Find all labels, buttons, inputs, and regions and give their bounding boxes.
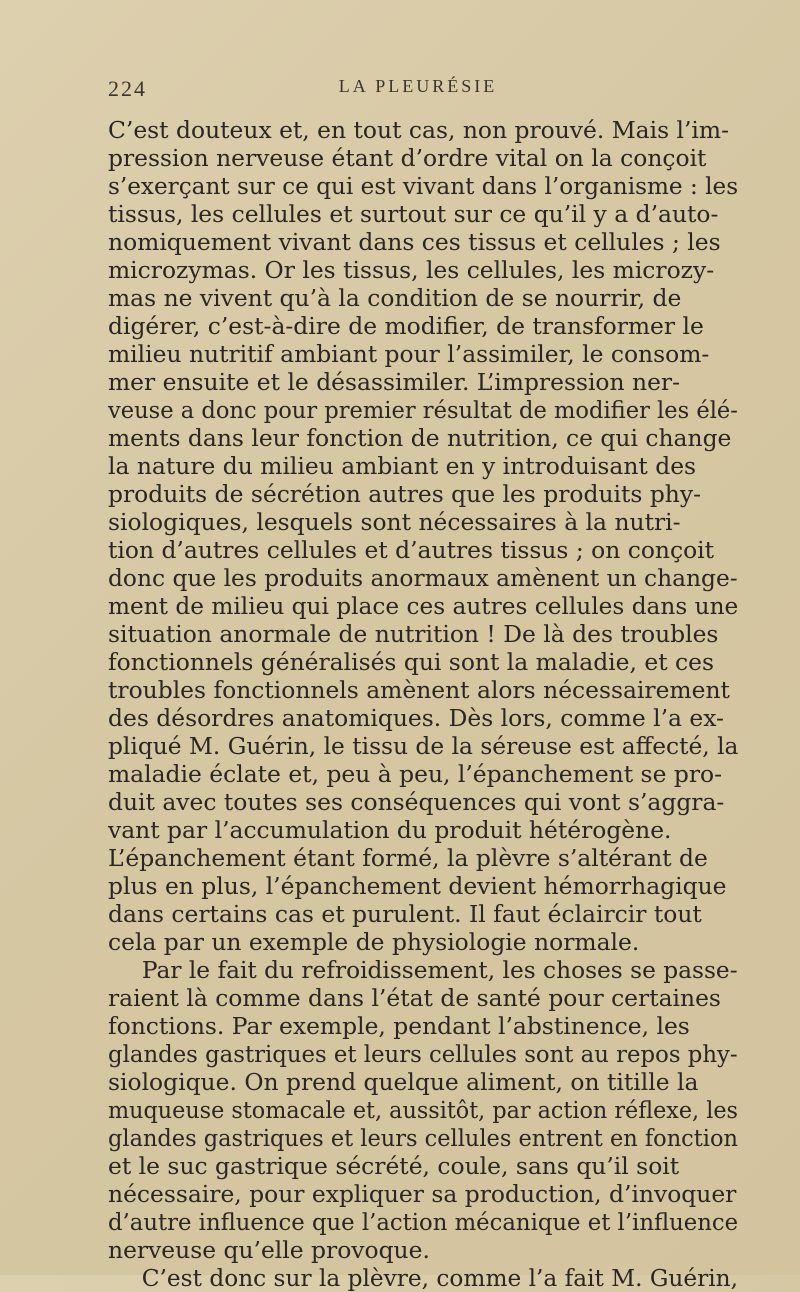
text-line: C’est donc sur la plèvre, comme l’a fait M. Guérin, — [141, 1264, 739, 1292]
text-line: ment de milieu qui place ces autres cellules dans une — [108, 592, 739, 620]
text-line: pression nerveuse étant d’ordre vital on la conçoit — [108, 144, 707, 172]
text-line: glandes gastriques et leurs cellules sont au repos phy- — [108, 1040, 738, 1068]
text-line: veuse a donc pour premier résultat de modifier les élé- — [108, 396, 738, 424]
text-line: siologiques, lesquels sont nécessaires à la nutri- — [108, 508, 681, 536]
text-line: microzymas. Or les tissus, les cellules, les microzy- — [108, 256, 715, 284]
text-line: nerveuse qu’elle provoque. — [108, 1236, 430, 1264]
text-line: duit avec toutes ses conséquences qui vont s’aggra- — [108, 788, 725, 816]
page-number: 224 — [108, 76, 147, 101]
text-line: produits de sécrétion autres que les produits phy- — [108, 480, 701, 508]
text-line: fonctionnels généralisés qui sont la maladie, et ces — [108, 648, 714, 676]
text-line: troubles fonctionnels amènent alors nécessairement — [108, 676, 730, 704]
text-line: fonctions. Par exemple, pendant l’abstinence, les — [108, 1012, 690, 1040]
text-line: digérer, c’est-à-dire de modifier, de transformer le — [108, 312, 704, 340]
text-line: Par le fait du refroidissement, les choses se passe- — [141, 956, 738, 984]
text-line: ments dans leur fonction de nutrition, ce qui change — [108, 424, 732, 452]
text-line: muqueuse stomacale et, aussitôt, par action réflexe, les — [108, 1096, 738, 1124]
text-line: et le suc gastrique sécrété, coule, sans qu’il soit — [108, 1152, 680, 1180]
text-line: siologique. On prend quelque aliment, on titille la — [108, 1068, 699, 1096]
text-line: d’autre influence que l’action mécanique et l’influence — [108, 1208, 739, 1236]
page-header — [108, 76, 728, 106]
text-line: raient là comme dans l’état de santé pour certaines — [108, 984, 721, 1012]
text-line: tion d’autres cellules et d’autres tissus ; on conçoit — [108, 536, 715, 564]
text-line: nomiquement vivant dans ces tissus et cellules ; les — [108, 228, 721, 256]
body-text — [108, 116, 738, 1292]
text-line: des désordres anatomiques. Dès lors, comme l’a ex- — [108, 704, 724, 732]
text-line: mas ne vivent qu’à la condition de se nourrir, de — [108, 284, 682, 312]
text-line: cela par un exemple de physiologie normale. — [108, 928, 640, 956]
text-line: dans certains cas et purulent. Il faut éclaircir tout — [108, 900, 702, 928]
text-line: nécessaire, pour expliquer sa production, d’invoquer — [108, 1180, 737, 1208]
text-line: la nature du milieu ambiant en y introduisant des — [108, 452, 697, 480]
text-line: C’est douteux et, en tout cas, non prouvé. Mais l’im- — [108, 116, 729, 144]
running-title: LA PLEURÉSIE — [338, 76, 498, 96]
text-line: vant par l’accumulation du produit hétérogène. — [108, 816, 672, 844]
text-line: s’exerçant sur ce qui est vivant dans l’organisme : les — [108, 172, 739, 200]
text-line: glandes gastriques et leurs cellules entrent en fonction — [108, 1124, 738, 1152]
text-line: milieu nutritif ambiant pour l’assimiler, le consom- — [108, 340, 710, 368]
text-line: maladie éclate et, peu à peu, l’épanchement se pro- — [108, 760, 722, 788]
text-line: pliqué M. Guérin, le tissu de la séreuse est affecté, la — [108, 732, 739, 760]
text-line: tissus, les cellules et surtout sur ce qu’il y a d’auto- — [108, 200, 719, 228]
text-line: situation anormale de nutrition ! De là des troubles — [108, 620, 719, 648]
text-line: donc que les produits anormaux amènent un change- — [108, 564, 738, 592]
text-line: plus en plus, l’épanchement devient hémorrhagique — [108, 872, 727, 900]
text-line: L’épanchement étant formé, la plèvre s’altérant de — [108, 844, 708, 872]
text-line: mer ensuite et le désassimiler. L’impression ner- — [108, 368, 681, 396]
